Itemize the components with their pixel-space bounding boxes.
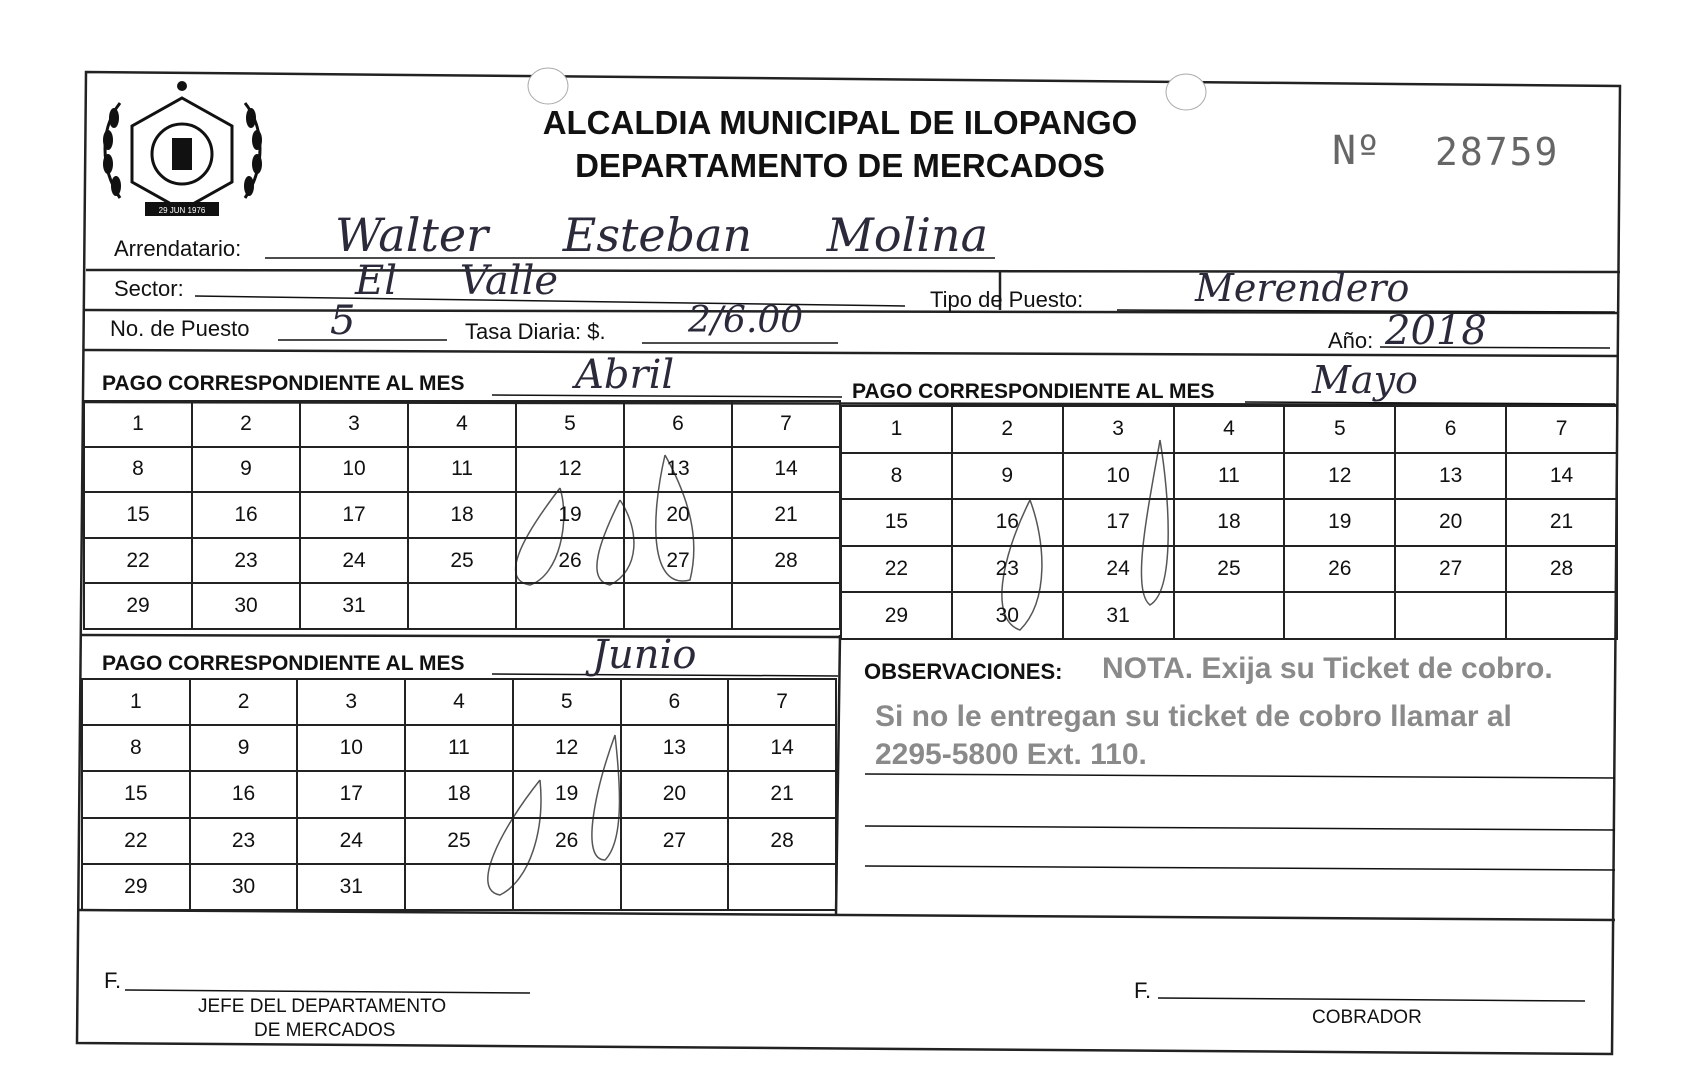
- observaciones-label: OBSERVACIONES:: [864, 659, 1063, 684]
- day-cell: 19: [516, 492, 624, 538]
- day-cell: 22: [841, 546, 952, 593]
- day-cell: 1: [84, 401, 192, 447]
- day-cell: 25: [1174, 546, 1285, 593]
- day-cell: 20: [621, 771, 729, 817]
- calendar-row: [841, 406, 1617, 453]
- calendar-row: [84, 401, 840, 447]
- day-cell: 30: [952, 592, 1063, 639]
- day-cell: 13: [624, 447, 732, 493]
- calendar-row: [84, 583, 840, 629]
- signature-right-prefix: F.: [1134, 978, 1152, 1003]
- day-cell: [732, 583, 840, 629]
- day-cell: 9: [192, 447, 300, 493]
- seal-date: 29 JUN 1976: [158, 206, 206, 215]
- month-2-label: PAGO CORRESPONDIENTE AL MES: [852, 380, 1215, 403]
- anio-value: 2018: [1385, 308, 1487, 354]
- note-line-3: 2295-5800 Ext. 110.: [875, 738, 1147, 771]
- calendar-row: [82, 818, 836, 864]
- day-cell: 29: [84, 583, 192, 629]
- day-cell: 17: [297, 771, 405, 817]
- tasa-diaria-label: Tasa Diaria: $.: [465, 319, 606, 344]
- day-cell: 13: [1395, 453, 1506, 500]
- day-cell: 15: [82, 771, 190, 817]
- day-cell: 7: [1506, 406, 1617, 453]
- day-cell: 5: [1284, 406, 1395, 453]
- day-cell: 8: [84, 447, 192, 493]
- day-cell: 11: [408, 447, 516, 493]
- puesto-label: No. de Puesto: [110, 316, 250, 341]
- day-cell: 28: [728, 818, 836, 864]
- day-cell: 20: [1395, 499, 1506, 546]
- day-cell: [513, 864, 621, 910]
- day-cell: [516, 583, 624, 629]
- day-cell: 25: [405, 818, 513, 864]
- day-cell: 18: [1174, 499, 1285, 546]
- day-cell: 10: [1063, 453, 1174, 500]
- day-cell: 21: [1506, 499, 1617, 546]
- day-cell: 14: [732, 447, 840, 493]
- day-cell: 22: [84, 538, 192, 584]
- day-cell: 9: [952, 453, 1063, 500]
- day-cell: 11: [1174, 453, 1285, 500]
- calendar-row: [82, 864, 836, 910]
- calendar-row: [84, 538, 840, 584]
- day-cell: 17: [300, 492, 408, 538]
- calendar-row: [82, 771, 836, 817]
- day-cell: 29: [82, 864, 190, 910]
- day-cell: 22: [82, 818, 190, 864]
- day-cell: 4: [405, 679, 513, 725]
- day-cell: 19: [513, 771, 621, 817]
- day-cell: 23: [952, 546, 1063, 593]
- title-line-2: DEPARTAMENTO DE MERCADOS: [575, 147, 1105, 184]
- day-cell: [728, 864, 836, 910]
- day-cell: 10: [297, 725, 405, 771]
- day-cell: 3: [300, 401, 408, 447]
- sector-value: El Valle: [355, 258, 559, 304]
- day-cell: 24: [1063, 546, 1174, 593]
- calendar-row: [841, 546, 1617, 593]
- day-cell: 29: [841, 592, 952, 639]
- form-number-value: 28759: [1435, 130, 1560, 174]
- month-3-label: PAGO CORRESPONDIENTE AL MES: [102, 652, 465, 675]
- municipal-seal-logo: [100, 78, 265, 228]
- day-cell: 21: [728, 771, 836, 817]
- day-cell: 9: [190, 725, 298, 771]
- calendar-row: [84, 447, 840, 493]
- arrendatario-label: Arrendatario:: [114, 236, 242, 261]
- day-cell: 19: [1284, 499, 1395, 546]
- form-number-label: Nº: [1332, 128, 1381, 174]
- day-cell: [405, 864, 513, 910]
- calendar-row: [82, 679, 836, 725]
- month-3-value: Junio: [592, 632, 697, 678]
- day-cell: [1506, 592, 1617, 639]
- day-cell: 7: [728, 679, 836, 725]
- tasa-diaria-value: 2/6.00: [688, 300, 804, 341]
- day-cell: 4: [408, 401, 516, 447]
- day-cell: 20: [624, 492, 732, 538]
- title-line-1: ALCALDIA MUNICIPAL DE ILOPANGO: [542, 104, 1138, 141]
- day-cell: 31: [1063, 592, 1174, 639]
- anio-label: Año:: [1328, 328, 1374, 353]
- day-cell: 27: [1395, 546, 1506, 593]
- tipo-puesto-value: Merendero: [1195, 266, 1410, 310]
- day-cell: 26: [516, 538, 624, 584]
- day-cell: 10: [300, 447, 408, 493]
- month-1-label: PAGO CORRESPONDIENTE AL MES: [102, 372, 465, 395]
- tipo-puesto-label: Tipo de Puesto:: [930, 287, 1084, 312]
- day-cell: 3: [1063, 406, 1174, 453]
- puesto-value: 5: [330, 298, 356, 344]
- day-cell: 17: [1063, 499, 1174, 546]
- signature-right-label: COBRADOR: [1312, 1007, 1422, 1028]
- month-1-value: Abril: [575, 352, 675, 398]
- day-cell: 16: [952, 499, 1063, 546]
- day-cell: 14: [728, 725, 836, 771]
- calendar-row: [841, 499, 1617, 546]
- day-cell: 24: [300, 538, 408, 584]
- day-cell: 15: [84, 492, 192, 538]
- day-cell: 16: [192, 492, 300, 538]
- day-cell: 23: [190, 818, 298, 864]
- day-cell: 12: [513, 725, 621, 771]
- day-cell: [621, 864, 729, 910]
- day-cell: 15: [841, 499, 952, 546]
- day-cell: 26: [513, 818, 621, 864]
- day-cell: 11: [405, 725, 513, 771]
- day-cell: 6: [621, 679, 729, 725]
- day-cell: 14: [1506, 453, 1617, 500]
- day-cell: 12: [516, 447, 624, 493]
- day-cell: 16: [190, 771, 298, 817]
- day-cell: 7: [732, 401, 840, 447]
- day-cell: [1395, 592, 1506, 639]
- day-cell: 30: [192, 583, 300, 629]
- day-cell: 1: [841, 406, 952, 453]
- day-cell: 18: [408, 492, 516, 538]
- arrendatario-value: Walter Esteban Molina: [335, 208, 989, 262]
- sector-label: Sector:: [114, 276, 184, 301]
- day-cell: 26: [1284, 546, 1395, 593]
- day-cell: 23: [192, 538, 300, 584]
- day-cell: 25: [408, 538, 516, 584]
- day-cell: 13: [621, 725, 729, 771]
- signature-left-line-1: JEFE DEL DEPARTAMENTO: [198, 996, 447, 1017]
- day-cell: 3: [297, 679, 405, 725]
- day-cell: 31: [297, 864, 405, 910]
- month-3-calendar: [81, 678, 837, 911]
- month-2-value: Mayo: [1312, 358, 1418, 402]
- signature-left-prefix: F.: [104, 968, 122, 993]
- day-cell: [408, 583, 516, 629]
- day-cell: 8: [841, 453, 952, 500]
- day-cell: [1174, 592, 1285, 639]
- month-2-calendar: [840, 405, 1618, 640]
- day-cell: 8: [82, 725, 190, 771]
- calendar-row: [82, 725, 836, 771]
- day-cell: 27: [621, 818, 729, 864]
- calendar-row: [841, 453, 1617, 500]
- day-cell: 5: [516, 401, 624, 447]
- calendar-row: [841, 592, 1617, 639]
- day-cell: 6: [624, 401, 732, 447]
- day-cell: 18: [405, 771, 513, 817]
- day-cell: [624, 583, 732, 629]
- day-cell: 2: [952, 406, 1063, 453]
- note-line-2: Si no le entregan su ticket de cobro llamar al: [875, 700, 1512, 733]
- day-cell: 4: [1174, 406, 1285, 453]
- day-cell: 21: [732, 492, 840, 538]
- day-cell: 30: [190, 864, 298, 910]
- day-cell: 12: [1284, 453, 1395, 500]
- day-cell: 1: [82, 679, 190, 725]
- month-1-calendar: [83, 400, 841, 630]
- day-cell: 2: [190, 679, 298, 725]
- calendar-row: [84, 492, 840, 538]
- day-cell: 5: [513, 679, 621, 725]
- day-cell: [1284, 592, 1395, 639]
- signature-left-line-2: DE MERCADOS: [254, 1020, 396, 1041]
- day-cell: 6: [1395, 406, 1506, 453]
- day-cell: 28: [1506, 546, 1617, 593]
- day-cell: 24: [297, 818, 405, 864]
- day-cell: 31: [300, 583, 408, 629]
- day-cell: 27: [624, 538, 732, 584]
- day-cell: 28: [732, 538, 840, 584]
- note-line-1: NOTA. Exija su Ticket de cobro.: [1102, 652, 1553, 685]
- day-cell: 2: [192, 401, 300, 447]
